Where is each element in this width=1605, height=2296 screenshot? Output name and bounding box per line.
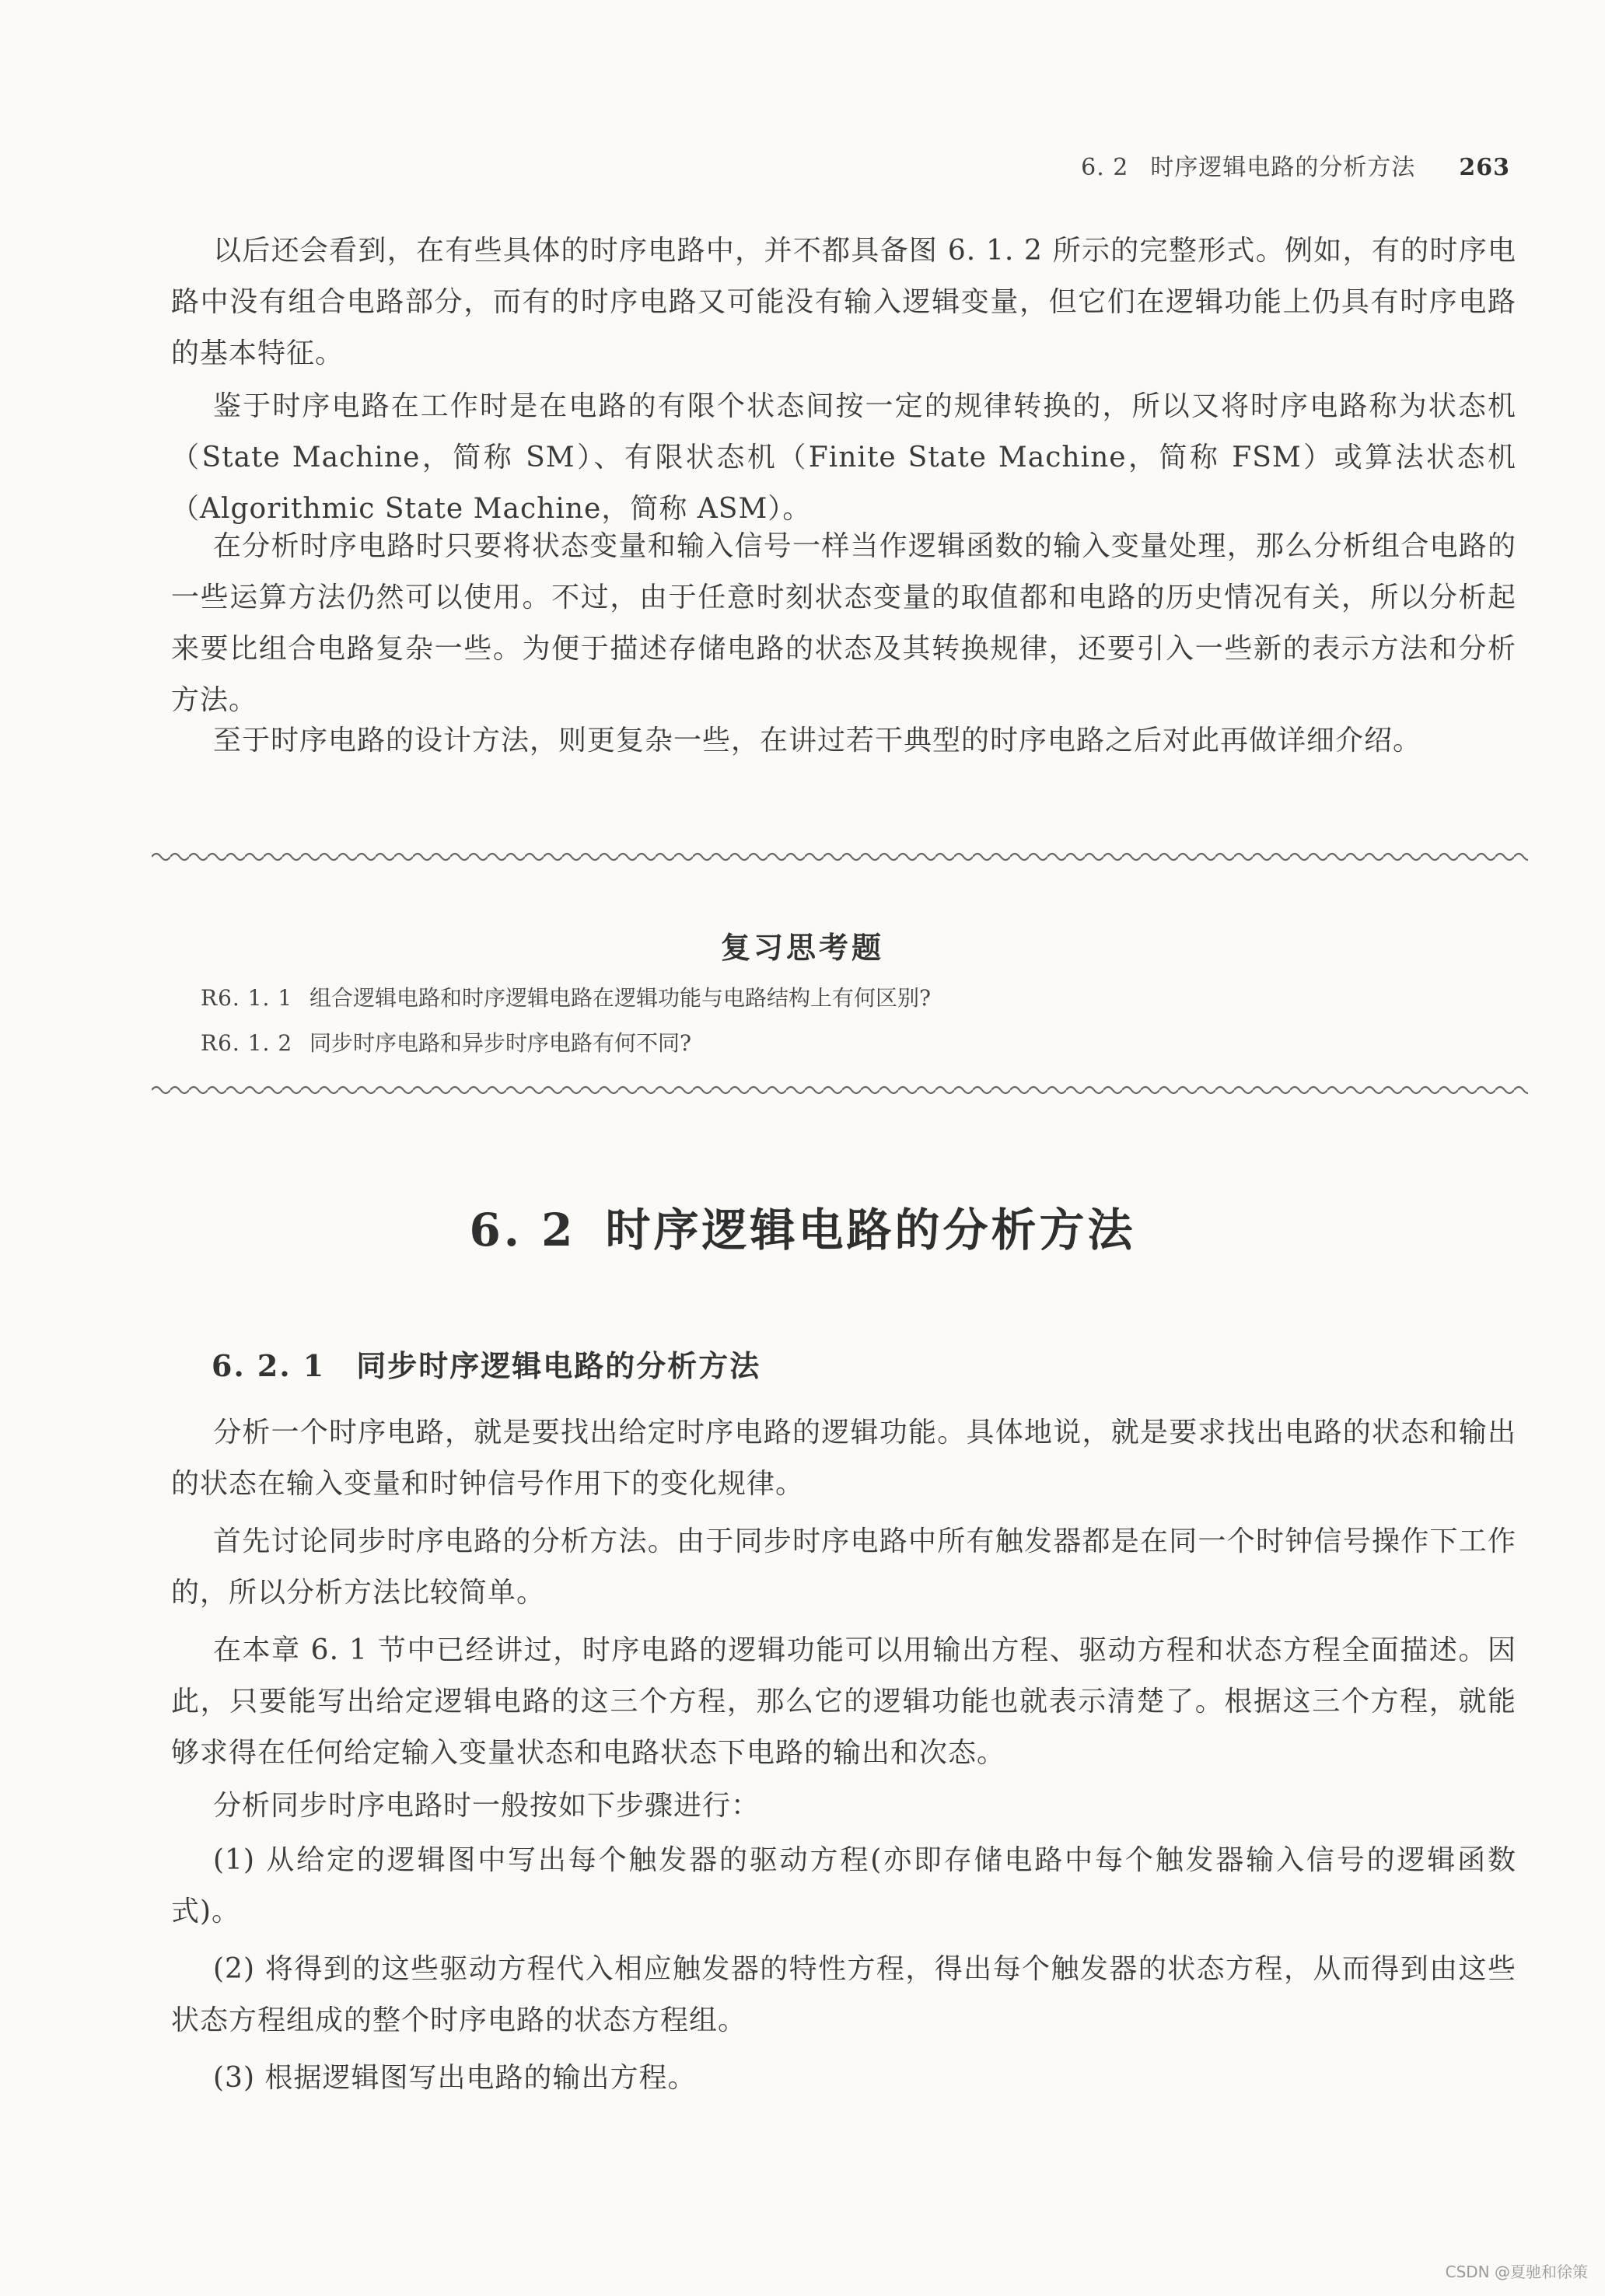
running-head-section: 6. 2 [1081, 154, 1129, 181]
page-number: 263 [1459, 154, 1510, 181]
decorative-divider-top [152, 849, 1528, 865]
body-paragraph: 在本章 6. 1 节中已经讲过，时序电路的逻辑功能可以用输出方程、驱动方程和状态方程全面描述。因此，只要能写出给定逻辑电路的这三个方程，那么它的逻辑功能也就表示清楚了。根据这三个方程，就能够求得在任何给定输入变量状态和电路状态下电路的输出和次态。 [171, 1634, 1516, 1769]
body-paragraph: 分析一个时序电路，就是要找出给定时序电路的逻辑功能。具体地说，就是要求找出电路的状态和输出的状态在输入变量和时钟信号作用下的变化规律。 [171, 1417, 1516, 1500]
running-head [1081, 148, 1510, 182]
section-title: 时序逻辑电路的分析方法 [605, 1204, 1136, 1256]
body-paragraph: (1) 从给定的逻辑图中写出每个触发器的驱动方程(亦即存储电路中每个触发器输入信号的逻辑函数式)。 [171, 1844, 1516, 1927]
wave-line-graphic [152, 849, 1528, 865]
section-heading [0, 1193, 1605, 1259]
watermark: CSDN @夏驰和徐策 [1445, 2263, 1588, 2281]
review-item-id: R6. 1. 1 [201, 985, 293, 1011]
section-number: 6. 2 [469, 1204, 576, 1256]
running-head-title: 时序逻辑电路的分析方法 [1150, 154, 1416, 181]
intro-paragraph: 以后还会看到，在有些具体的时序电路中，并不都具备图 6. 1. 2 所示的完整形式。例如，有的时序电路中没有组合电路部分，而有的时序电路又可能没有输入逻辑变量，但它们在逻辑功能上仍具有时序电路的基本特征。 [171, 235, 1516, 369]
subsection-heading [212, 1342, 761, 1385]
review-item [201, 981, 931, 1012]
subsection-number: 6. 2. 1 [212, 1348, 326, 1383]
review-item-id: R6. 1. 2 [201, 1030, 293, 1056]
decorative-divider-bottom [152, 1082, 1528, 1098]
intro-paragraph: 在分析时序电路时只要将状态变量和输入信号一样当作逻辑函数的输入变量处理，那么分析组合电路的一些运算方法仍然可以使用。不过，由于任意时刻状态变量的取值都和电路的历史情况有关，所以分析起来要比组合电路复杂一些。为便于描述存储电路的状态及其转换规律，还要引入一些新的表示方法和分析方法。 [171, 530, 1516, 716]
intro-paragraph: 鉴于时序电路在工作时是在电路的有限个状态间按一定的规律转换的，所以又将时序电路称为状态机（State Machine，简称 SM）、有限状态机（Finite State Machine，简称 FSM）或算法状态机（Algorithmic State Machine，简称 ASM）。 [171, 390, 1516, 525]
body-paragraph: (3) 根据逻辑图写出电路的输出方程。 [213, 2062, 697, 2094]
body-paragraph: 分析同步时序电路时一般按如下步骤进行： [213, 1790, 761, 1822]
review-item-text: 组合逻辑电路和时序逻辑电路在逻辑功能与电路结构上有何区别? [309, 985, 932, 1011]
body-paragraph: (2) 将得到的这些驱动方程代入相应触发器的特性方程，得出每个触发器的状态方程，从而得到由这些状态方程组成的整个时序电路的状态方程组。 [171, 1953, 1516, 2036]
review-item-text: 同步时序电路和异步时序电路有何不同? [309, 1030, 692, 1056]
wave-line-graphic [152, 1082, 1528, 1098]
intro-paragraph: 至于时序电路的设计方法，则更复杂一些，在讲过若干典型的时序电路之后对此再做详细介绍。 [213, 725, 1422, 757]
body-paragraph: 首先讨论同步时序电路的分析方法。由于同步时序电路中所有触发器都是在同一个时钟信号操作下工作的，所以分析方法比较简单。 [171, 1525, 1516, 1609]
review-title: 复习思考题 [720, 930, 884, 965]
subsection-title: 同步时序逻辑电路的分析方法 [356, 1349, 761, 1383]
review-item [201, 1026, 691, 1057]
